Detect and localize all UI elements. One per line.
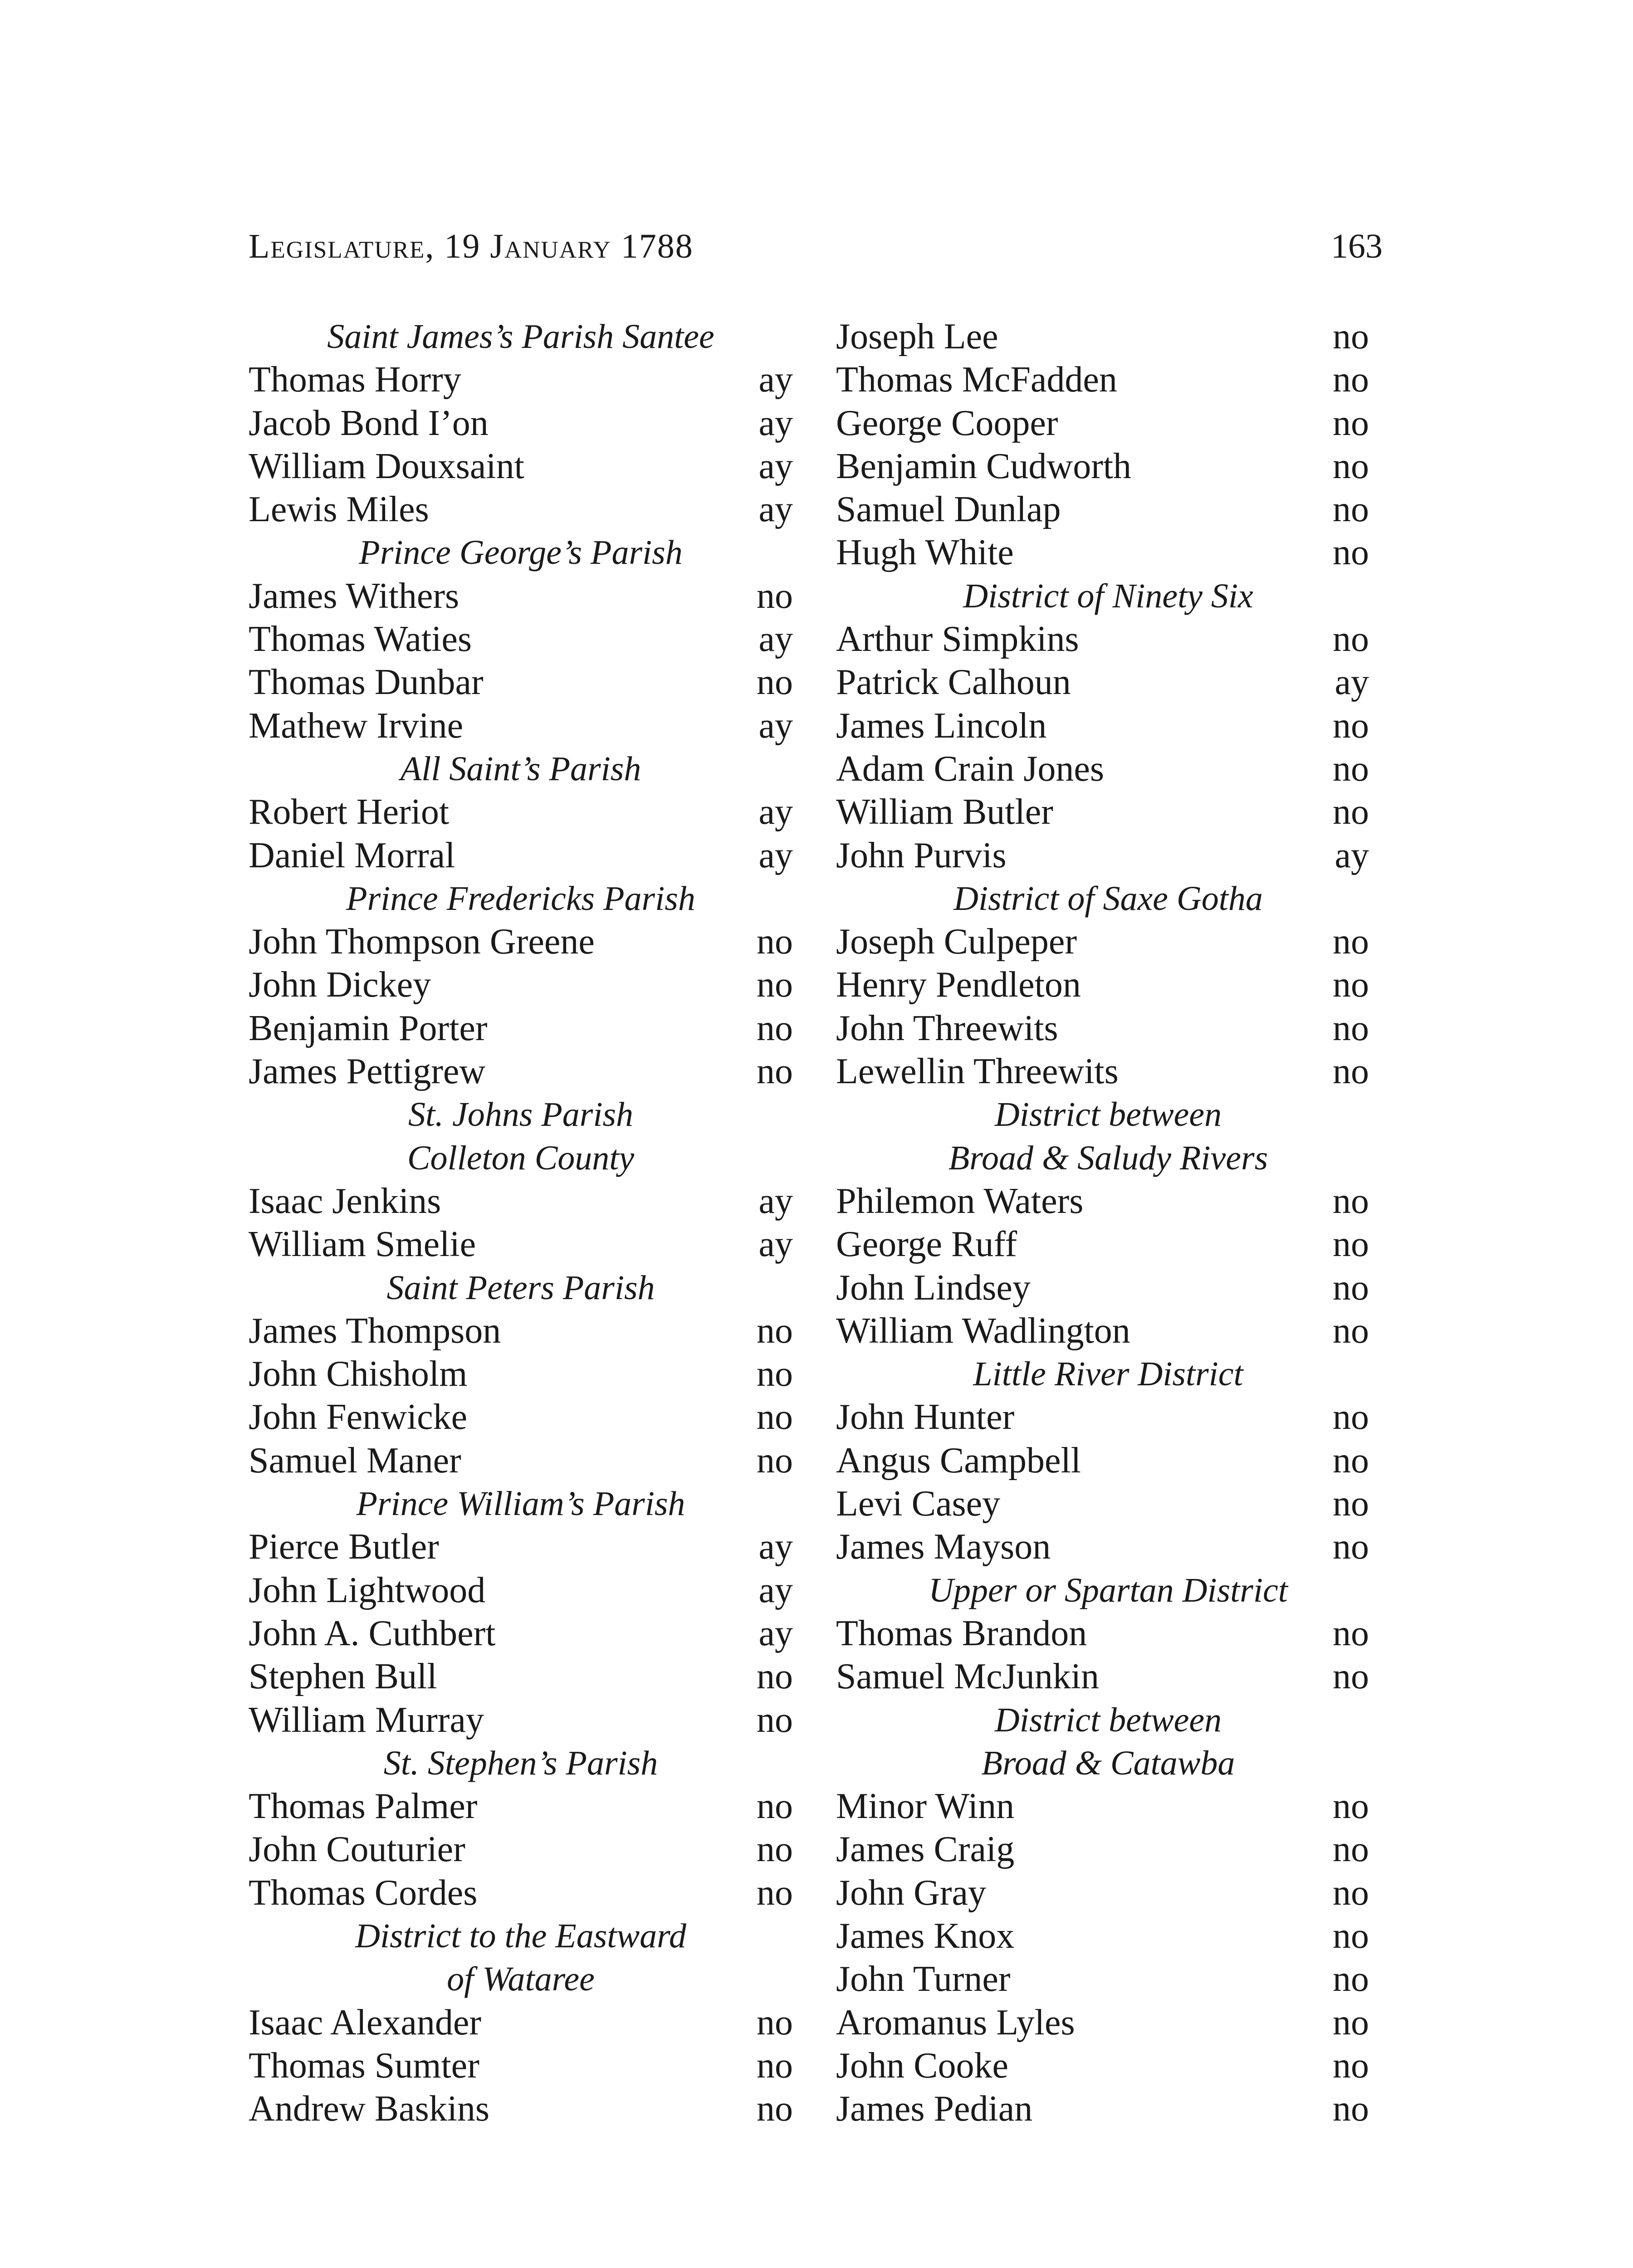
vote-entry bbox=[249, 1353, 793, 1396]
member-name: Patrick Calhoun bbox=[836, 662, 1071, 703]
vote-entry bbox=[836, 445, 1380, 488]
vote-value: ay bbox=[758, 619, 793, 660]
vote-entry bbox=[836, 1310, 1380, 1353]
title-word-january: anuary bbox=[504, 227, 611, 265]
vote-value: no bbox=[1333, 1916, 1369, 1956]
member-name: Isaac Alexander bbox=[249, 2002, 482, 2043]
member-name: James Pettigrew bbox=[249, 1051, 486, 1092]
title-initial-l: L bbox=[249, 227, 271, 265]
vote-value: no bbox=[1333, 403, 1369, 443]
vote-entry bbox=[249, 661, 793, 704]
vote-entry bbox=[249, 445, 793, 488]
vote-value: no bbox=[757, 1397, 793, 1437]
district-heading: District between bbox=[994, 1701, 1222, 1739]
member-name: John Gray bbox=[836, 1872, 987, 1913]
member-name: John Turner bbox=[836, 1959, 1011, 1999]
vote-entry bbox=[836, 748, 1380, 791]
vote-entry bbox=[249, 1007, 793, 1050]
vote-entry bbox=[249, 1655, 793, 1698]
vote-entry bbox=[249, 488, 793, 531]
vote-value: ay bbox=[1335, 835, 1369, 875]
member-name: Thomas Dunbar bbox=[249, 662, 484, 703]
vote-value: no bbox=[757, 576, 793, 616]
district-heading: Broad & Saludy Rivers bbox=[948, 1139, 1268, 1177]
vote-entry bbox=[836, 402, 1380, 445]
member-name: Lewellin Threewits bbox=[836, 1051, 1119, 1092]
member-name: Hugh White bbox=[836, 533, 1014, 573]
vote-entry bbox=[249, 1785, 793, 1828]
vote-entry bbox=[836, 2044, 1380, 2087]
member-name: Thomas Palmer bbox=[249, 1786, 478, 1827]
vote-entry bbox=[249, 1223, 793, 1266]
vote-value: no bbox=[757, 1440, 793, 1481]
vote-value: no bbox=[757, 922, 793, 962]
district-heading: Prince William’s Parish bbox=[356, 1485, 685, 1523]
vote-value: no bbox=[757, 1700, 793, 1740]
district-heading: District of Ninety Six bbox=[963, 577, 1253, 615]
vote-value: no bbox=[1333, 533, 1369, 573]
member-name: Henry Pendleton bbox=[836, 965, 1081, 1005]
vote-value: no bbox=[1333, 1829, 1369, 1870]
member-name: John Dickey bbox=[249, 965, 431, 1005]
vote-value: no bbox=[757, 1829, 793, 1870]
vote-entry bbox=[836, 704, 1380, 748]
vote-value: no bbox=[1333, 2002, 1369, 2043]
member-name: William Smelie bbox=[249, 1224, 476, 1265]
member-name: John Couturier bbox=[249, 1829, 465, 1870]
district-heading: of Wataree bbox=[447, 1960, 595, 1999]
vote-value: no bbox=[1333, 1484, 1369, 1524]
vote-value: no bbox=[1333, 1959, 1369, 1999]
vote-value: no bbox=[1333, 922, 1369, 962]
member-name: Philemon Waters bbox=[836, 1181, 1084, 1221]
vote-entry bbox=[249, 402, 793, 445]
member-name: William Butler bbox=[836, 792, 1053, 832]
vote-entry bbox=[836, 1828, 1380, 1871]
vote-entry bbox=[249, 2001, 793, 2044]
vote-value: no bbox=[1333, 1008, 1369, 1048]
vote-entry bbox=[836, 920, 1380, 963]
member-name: James Thompson bbox=[249, 1310, 501, 1351]
vote-entry bbox=[249, 1828, 793, 1871]
vote-entry bbox=[249, 704, 793, 748]
member-name: Joseph Culpeper bbox=[836, 922, 1077, 962]
district-heading: Broad & Catawba bbox=[981, 1744, 1235, 1782]
vote-value: no bbox=[1333, 1224, 1369, 1265]
member-name: James Pedian bbox=[836, 2089, 1033, 2129]
vote-value: no bbox=[1333, 489, 1369, 530]
vote-entry bbox=[836, 1223, 1380, 1266]
vote-value: ay bbox=[758, 1570, 793, 1610]
vote-value: no bbox=[757, 1872, 793, 1913]
member-name: James Lincoln bbox=[836, 705, 1047, 746]
member-name: Stephen Bull bbox=[249, 1657, 437, 1697]
district-heading: District to the Eastward bbox=[355, 1916, 686, 1955]
vote-value: no bbox=[1333, 1872, 1369, 1913]
member-name: Pierce Butler bbox=[249, 1527, 439, 1567]
member-name: Isaac Jenkins bbox=[249, 1181, 441, 1221]
vote-value: ay bbox=[758, 489, 793, 530]
vote-entry bbox=[249, 1180, 793, 1223]
district-heading: St. Johns Parish bbox=[408, 1095, 634, 1134]
member-name: George Ruff bbox=[836, 1224, 1017, 1265]
vote-value: ay bbox=[758, 1181, 793, 1221]
district-heading: Prince George’s Parish bbox=[359, 533, 683, 572]
vote-entry bbox=[249, 618, 793, 661]
vote-entry bbox=[836, 661, 1380, 704]
vote-entry bbox=[836, 834, 1380, 877]
vote-entry bbox=[836, 1266, 1380, 1310]
member-name: John Hunter bbox=[836, 1397, 1015, 1437]
member-name: James Knox bbox=[836, 1916, 1015, 1956]
vote-entry bbox=[836, 1612, 1380, 1655]
vote-entry bbox=[836, 1872, 1380, 1915]
member-name: Thomas Brandon bbox=[836, 1613, 1087, 1653]
member-name: John Chisholm bbox=[249, 1354, 468, 1394]
vote-entry bbox=[836, 1525, 1380, 1569]
vote-entry bbox=[249, 1699, 793, 1742]
vote-entry bbox=[836, 1655, 1380, 1698]
vote-value: no bbox=[757, 965, 793, 1005]
running-head bbox=[249, 227, 1383, 277]
vote-value: no bbox=[757, 1008, 793, 1048]
vote-entry bbox=[249, 1872, 793, 1915]
title-date: , 19 bbox=[425, 227, 490, 265]
vote-entry bbox=[836, 1396, 1380, 1439]
member-name: Thomas Horry bbox=[249, 360, 461, 400]
vote-entry bbox=[249, 2044, 793, 2087]
vote-entry bbox=[836, 1007, 1380, 1050]
vote-entry bbox=[249, 1396, 793, 1439]
vote-value: ay bbox=[758, 403, 793, 443]
member-name: Robert Heriot bbox=[249, 792, 450, 832]
vote-entry bbox=[836, 963, 1380, 1007]
member-name: Levi Casey bbox=[836, 1484, 1001, 1524]
vote-value: no bbox=[1333, 1310, 1369, 1351]
member-name: James Mayson bbox=[836, 1527, 1051, 1567]
vote-value: no bbox=[757, 2002, 793, 2043]
vote-entry bbox=[249, 834, 793, 877]
district-heading: Prince Fredericks Parish bbox=[346, 879, 695, 918]
member-name: Benjamin Porter bbox=[249, 1008, 488, 1048]
vote-value: ay bbox=[758, 1613, 793, 1653]
vote-value: ay bbox=[758, 835, 793, 875]
vote-value: no bbox=[1333, 360, 1369, 400]
vote-entry bbox=[836, 315, 1380, 358]
district-heading: Little River District bbox=[973, 1355, 1243, 1393]
vote-entry bbox=[836, 791, 1380, 834]
vote-value: no bbox=[1333, 748, 1369, 789]
member-name: Joseph Lee bbox=[836, 317, 998, 357]
vote-value: ay bbox=[758, 705, 793, 746]
district-heading: Saint Peters Parish bbox=[386, 1268, 655, 1307]
vote-value: no bbox=[757, 1657, 793, 1697]
vote-value: no bbox=[757, 1310, 793, 1351]
title-word-legislature: egislature bbox=[270, 227, 425, 265]
vote-entry bbox=[836, 531, 1380, 574]
vote-value: ay bbox=[758, 1224, 793, 1265]
district-heading: District between bbox=[994, 1095, 1222, 1134]
district-heading: District of Saxe Gotha bbox=[953, 879, 1263, 918]
vote-entry bbox=[836, 2087, 1380, 2131]
member-name: John Thompson Greene bbox=[249, 922, 595, 962]
vote-entry bbox=[836, 358, 1380, 401]
title-year: 1788 bbox=[611, 227, 694, 265]
vote-entry bbox=[836, 1958, 1380, 2001]
district-heading: St. Stephen’s Parish bbox=[383, 1744, 658, 1782]
vote-entry bbox=[836, 1180, 1380, 1223]
vote-entry bbox=[249, 1050, 793, 1093]
member-name: Jacob Bond I’on bbox=[249, 403, 489, 443]
vote-entry bbox=[249, 920, 793, 963]
vote-entry bbox=[836, 1915, 1380, 1958]
page-number: 163 bbox=[1331, 227, 1383, 265]
vote-value: no bbox=[757, 1354, 793, 1394]
vote-entry bbox=[249, 791, 793, 834]
vote-entry bbox=[836, 618, 1380, 661]
vote-entry bbox=[836, 1050, 1380, 1093]
vote-value: no bbox=[1333, 2045, 1369, 2086]
member-name: James Craig bbox=[836, 1829, 1015, 1870]
member-name: Samuel Dunlap bbox=[836, 489, 1061, 530]
vote-value: no bbox=[1333, 1786, 1369, 1827]
vote-value: no bbox=[1333, 1051, 1369, 1092]
vote-value: no bbox=[1333, 1657, 1369, 1697]
vote-value: no bbox=[1333, 1613, 1369, 1653]
vote-entry bbox=[249, 1569, 793, 1612]
member-name: George Cooper bbox=[836, 403, 1058, 443]
title-initial-j: J bbox=[490, 227, 504, 265]
member-name: Angus Campbell bbox=[836, 1440, 1081, 1481]
vote-value: no bbox=[1333, 1527, 1369, 1567]
member-name: John Lightwood bbox=[249, 1570, 486, 1610]
vote-value: no bbox=[1333, 317, 1369, 357]
member-name: John Threewits bbox=[836, 1008, 1058, 1048]
vote-entry bbox=[249, 1310, 793, 1353]
vote-value: no bbox=[757, 2045, 793, 2086]
vote-value: ay bbox=[1335, 662, 1369, 703]
vote-entry bbox=[836, 488, 1380, 531]
vote-value: no bbox=[1333, 1440, 1369, 1481]
right-vote-column bbox=[836, 315, 1380, 2131]
district-heading: Colleton County bbox=[407, 1139, 635, 1177]
member-name: Lewis Miles bbox=[249, 489, 429, 530]
vote-value: ay bbox=[758, 1527, 793, 1567]
vote-value: no bbox=[1333, 2089, 1369, 2129]
running-head-title bbox=[249, 227, 694, 266]
vote-value: ay bbox=[758, 446, 793, 486]
vote-entry bbox=[836, 1439, 1380, 1482]
vote-value: no bbox=[757, 1786, 793, 1827]
vote-value: no bbox=[1333, 705, 1369, 746]
vote-entry bbox=[249, 1612, 793, 1655]
vote-value: no bbox=[1333, 1267, 1369, 1308]
vote-value: no bbox=[1333, 619, 1369, 660]
vote-value: no bbox=[1333, 792, 1369, 832]
vote-value: no bbox=[1333, 1181, 1369, 1221]
vote-value: no bbox=[1333, 446, 1369, 486]
member-name: Thomas Cordes bbox=[249, 1872, 478, 1913]
vote-entry bbox=[249, 963, 793, 1007]
left-vote-column bbox=[249, 315, 793, 2131]
member-name: Thomas Waties bbox=[249, 619, 472, 660]
member-name: John A. Cuthbert bbox=[249, 1613, 496, 1653]
member-name: Adam Crain Jones bbox=[836, 748, 1105, 789]
member-name: Benjamin Cudworth bbox=[836, 446, 1132, 486]
vote-value: ay bbox=[758, 792, 793, 832]
district-heading: Saint James’s Parish Santee bbox=[327, 318, 714, 356]
member-name: John Purvis bbox=[836, 835, 1007, 875]
member-name: John Lindsey bbox=[836, 1267, 1031, 1308]
member-name: Samuel McJunkin bbox=[836, 1657, 1099, 1697]
vote-entry bbox=[836, 2001, 1380, 2044]
member-name: Andrew Baskins bbox=[249, 2089, 490, 2129]
vote-entry bbox=[836, 1785, 1380, 1828]
vote-value: no bbox=[757, 2089, 793, 2129]
member-name: James Withers bbox=[249, 576, 460, 616]
vote-value: no bbox=[757, 1051, 793, 1092]
vote-value: ay bbox=[758, 360, 793, 400]
vote-value: no bbox=[757, 662, 793, 703]
vote-value: no bbox=[1333, 965, 1369, 1005]
vote-entry bbox=[249, 2087, 793, 2131]
vote-entry bbox=[249, 1525, 793, 1569]
member-name: Aromanus Lyles bbox=[836, 2002, 1075, 2043]
district-heading: All Saint’s Parish bbox=[400, 749, 641, 788]
member-name: Arthur Simpkins bbox=[836, 619, 1079, 660]
member-name: Mathew Irvine bbox=[249, 705, 464, 746]
vote-entry bbox=[249, 1439, 793, 1482]
district-heading: Upper or Spartan District bbox=[929, 1571, 1288, 1609]
member-name: Thomas McFadden bbox=[836, 360, 1117, 400]
member-name: William Douxsaint bbox=[249, 446, 524, 486]
member-name: Samuel Maner bbox=[249, 1440, 461, 1481]
member-name: Daniel Morral bbox=[249, 835, 455, 875]
member-name: Thomas Sumter bbox=[249, 2045, 479, 2086]
vote-value: no bbox=[1333, 1397, 1369, 1437]
vote-entry bbox=[249, 575, 793, 618]
member-name: John Fenwicke bbox=[249, 1397, 468, 1437]
member-name: William Murray bbox=[249, 1700, 484, 1740]
member-name: William Wadlington bbox=[836, 1310, 1130, 1351]
vote-entry bbox=[836, 1482, 1380, 1525]
vote-entry bbox=[249, 358, 793, 401]
member-name: John Cooke bbox=[836, 2045, 1008, 2086]
member-name: Minor Winn bbox=[836, 1786, 1015, 1827]
